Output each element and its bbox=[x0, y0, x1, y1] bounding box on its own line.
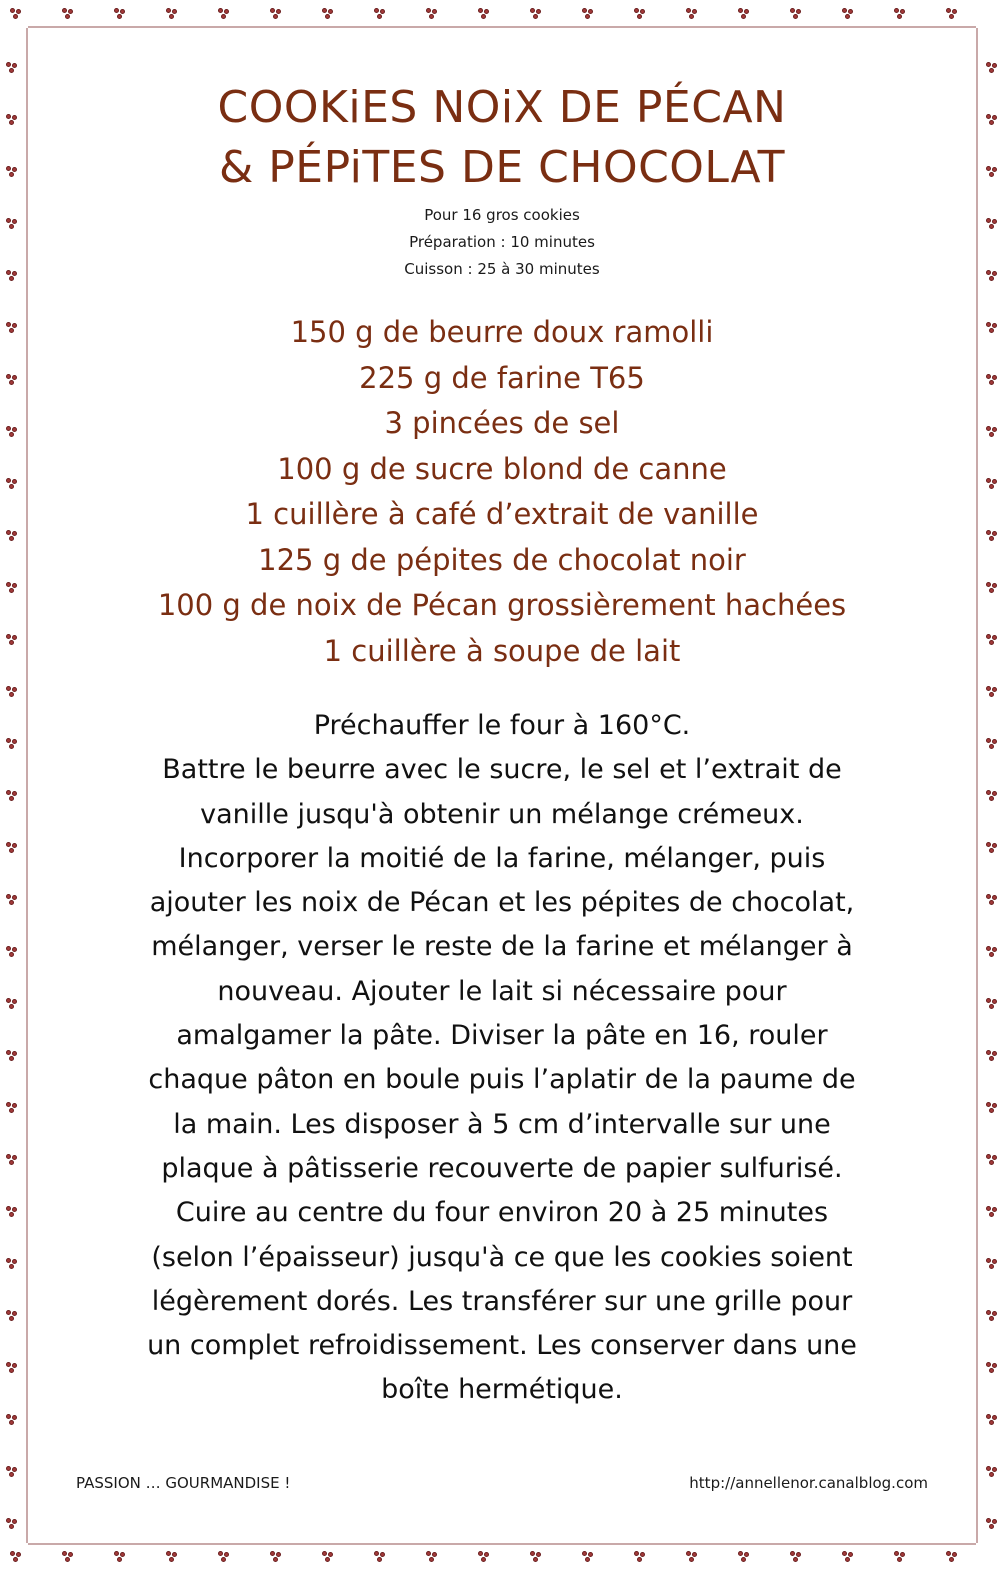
instruction-line: boîte hermétique. bbox=[381, 1374, 623, 1406]
flower-cluster-icon bbox=[986, 1206, 998, 1218]
instruction-line: Battre le beurre avec le sucre, le sel et l’extrait de bbox=[162, 754, 842, 786]
ingredient-item: 100 g de sucre blond de canne bbox=[277, 451, 727, 486]
flower-cluster-icon bbox=[986, 842, 998, 854]
flower-cluster-icon bbox=[986, 1050, 998, 1062]
flower-cluster-icon bbox=[426, 1551, 438, 1563]
flower-cluster-icon bbox=[986, 1154, 998, 1166]
flower-cluster-icon bbox=[986, 738, 998, 750]
instruction-line: nouveau. Ajouter le lait si nécessaire pour bbox=[217, 975, 787, 1007]
flower-cluster-icon bbox=[374, 1551, 386, 1563]
flower-cluster-icon bbox=[6, 374, 18, 386]
flower-cluster-icon bbox=[10, 8, 22, 20]
flower-cluster-icon bbox=[6, 946, 18, 958]
instruction-line: ajouter les noix de Pécan et les pépites de chocolat, bbox=[149, 887, 855, 919]
flower-cluster-icon bbox=[530, 1551, 542, 1563]
instruction-line: Cuire au centre du four environ 20 à 25 minutes bbox=[175, 1197, 829, 1229]
recipe-title bbox=[80, 78, 924, 198]
flower-cluster-icon bbox=[738, 1551, 750, 1563]
instruction-line: amalgamer la pâte. Diviser la pâte en 16, rouler bbox=[176, 1020, 828, 1052]
flower-cluster-icon bbox=[986, 270, 998, 282]
flower-cluster-icon bbox=[894, 8, 906, 20]
instruction-line: vanille jusqu'à obtenir un mélange crémeux. bbox=[200, 798, 804, 830]
flower-cluster-icon bbox=[10, 1551, 22, 1563]
instruction-line: Préchauffer le four à 160°C. bbox=[313, 710, 691, 741]
flower-cluster-icon bbox=[842, 8, 854, 20]
instruction-line: la main. Les disposer à 5 cm d’intervalle sur une bbox=[173, 1108, 831, 1140]
flower-cluster-icon bbox=[478, 1551, 490, 1563]
flower-cluster-icon bbox=[986, 1518, 998, 1530]
flower-cluster-icon bbox=[634, 1551, 646, 1563]
ingredient-item: 150 g de beurre doux ramolli bbox=[290, 315, 714, 349]
flower-cluster-icon bbox=[6, 790, 18, 802]
ingredient-item: 1 cuillère à soupe de lait bbox=[323, 633, 681, 668]
flower-cluster-icon bbox=[6, 270, 18, 282]
title-line: COOKiES NOiX DE PÉCAN bbox=[217, 82, 787, 133]
flower-cluster-icon bbox=[6, 998, 18, 1010]
flower-cluster-icon bbox=[6, 1050, 18, 1062]
flower-cluster-icon bbox=[6, 62, 18, 74]
flower-cluster-icon bbox=[894, 1551, 906, 1563]
flower-cluster-icon bbox=[6, 842, 18, 854]
flower-cluster-icon bbox=[986, 1310, 998, 1322]
flower-cluster-icon bbox=[114, 8, 126, 20]
flower-cluster-icon bbox=[986, 530, 998, 542]
flower-cluster-icon bbox=[6, 1466, 18, 1478]
flower-cluster-icon bbox=[986, 426, 998, 438]
instruction-line: un complet refroidissement. Les conserver dans une bbox=[147, 1330, 857, 1362]
flower-cluster-icon bbox=[986, 166, 998, 178]
flower-cluster-icon bbox=[686, 1551, 698, 1563]
flower-cluster-icon bbox=[6, 166, 18, 178]
flower-cluster-icon bbox=[322, 1551, 334, 1563]
instruction-line: (selon l’épaisseur) jusqu'à ce que les cookies soient bbox=[151, 1241, 853, 1273]
flower-cluster-icon bbox=[270, 8, 282, 20]
flower-cluster-icon bbox=[986, 114, 998, 126]
flower-cluster-icon bbox=[6, 1258, 18, 1270]
servings-text: Pour 16 gros cookies bbox=[424, 206, 580, 224]
flower-cluster-icon bbox=[6, 686, 18, 698]
frame-bottom-line bbox=[28, 1543, 976, 1545]
flower-cluster-icon bbox=[582, 8, 594, 20]
flower-cluster-icon bbox=[842, 1551, 854, 1563]
flower-cluster-icon bbox=[6, 530, 18, 542]
flower-cluster-icon bbox=[6, 738, 18, 750]
flower-cluster-icon bbox=[6, 634, 18, 646]
flower-cluster-icon bbox=[946, 1551, 958, 1563]
flower-cluster-icon bbox=[478, 8, 490, 20]
flower-cluster-icon bbox=[6, 1518, 18, 1530]
preparation-time: Préparation : 10 minutes bbox=[409, 233, 595, 251]
instruction-line: plaque à pâtisserie recouverte de papier sulfurisé. bbox=[161, 1152, 843, 1184]
ingredient-item: 1 cuillère à café d’extrait de vanille bbox=[245, 497, 759, 531]
flower-cluster-icon bbox=[62, 8, 74, 20]
title-line: & PÉPiTES DE CHOCOLAT bbox=[218, 142, 786, 193]
flower-cluster-icon bbox=[946, 8, 958, 20]
flower-cluster-icon bbox=[986, 1258, 998, 1270]
flower-cluster-icon bbox=[986, 322, 998, 334]
flower-cluster-icon bbox=[6, 1206, 18, 1218]
flower-cluster-icon bbox=[426, 8, 438, 20]
flower-cluster-icon bbox=[6, 322, 18, 334]
flower-cluster-icon bbox=[986, 218, 998, 230]
flower-cluster-icon bbox=[6, 478, 18, 490]
flower-cluster-icon bbox=[986, 582, 998, 594]
ingredient-item: 3 pincées de sel bbox=[384, 406, 620, 440]
flower-cluster-icon bbox=[986, 374, 998, 386]
flower-cluster-icon bbox=[986, 1414, 998, 1426]
flower-cluster-icon bbox=[986, 946, 998, 958]
instruction-line: Incorporer la moitié de la farine, mélanger, puis bbox=[178, 842, 826, 874]
flower-cluster-icon bbox=[986, 894, 998, 906]
instruction-line: légèrement dorés. Les transférer sur une grille pour bbox=[151, 1285, 853, 1317]
flower-cluster-icon bbox=[6, 1310, 18, 1322]
flower-cluster-icon bbox=[986, 686, 998, 698]
ingredient-item: 225 g de farine T65 bbox=[359, 360, 645, 395]
flower-cluster-icon bbox=[166, 8, 178, 20]
footer-blog-url: http://annellenor.canalblog.com bbox=[689, 1474, 928, 1492]
flower-cluster-icon bbox=[6, 1414, 18, 1426]
flower-cluster-icon bbox=[790, 8, 802, 20]
flower-cluster-icon bbox=[218, 1551, 230, 1563]
flower-cluster-icon bbox=[62, 1551, 74, 1563]
flower-cluster-icon bbox=[6, 1102, 18, 1114]
flower-cluster-icon bbox=[166, 1551, 178, 1563]
flower-cluster-icon bbox=[986, 790, 998, 802]
flower-cluster-icon bbox=[6, 426, 18, 438]
flower-cluster-icon bbox=[986, 634, 998, 646]
flower-cluster-icon bbox=[6, 1362, 18, 1374]
flower-cluster-icon bbox=[986, 998, 998, 1010]
flower-cluster-icon bbox=[6, 218, 18, 230]
cooking-time: Cuisson : 25 à 30 minutes bbox=[404, 260, 600, 278]
frame-top-line bbox=[28, 26, 976, 28]
flower-cluster-icon bbox=[790, 1551, 802, 1563]
flower-cluster-icon bbox=[270, 1551, 282, 1563]
flower-cluster-icon bbox=[218, 8, 230, 20]
flower-cluster-icon bbox=[6, 114, 18, 126]
flower-cluster-icon bbox=[986, 1362, 998, 1374]
flower-cluster-icon bbox=[986, 1102, 998, 1114]
flower-cluster-icon bbox=[6, 1154, 18, 1166]
flower-cluster-icon bbox=[530, 8, 542, 20]
ingredient-item: 100 g de noix de Pécan grossièrement hachées bbox=[157, 588, 847, 622]
flower-cluster-icon bbox=[6, 582, 18, 594]
footer-slogan: PASSION … GOURMANDISE ! bbox=[76, 1474, 291, 1492]
flower-cluster-icon bbox=[6, 894, 18, 906]
recipe-meta bbox=[100, 202, 904, 283]
ingredient-list bbox=[60, 310, 944, 674]
flower-cluster-icon bbox=[738, 8, 750, 20]
flower-cluster-icon bbox=[374, 8, 386, 20]
instruction-line: chaque pâton en boule puis l’aplatir de la paume de bbox=[148, 1064, 856, 1096]
instructions-text bbox=[60, 704, 944, 1413]
flower-cluster-icon bbox=[322, 8, 334, 20]
flower-cluster-icon bbox=[582, 1551, 594, 1563]
flower-cluster-icon bbox=[986, 478, 998, 490]
flower-cluster-icon bbox=[114, 1551, 126, 1563]
instruction-line: mélanger, verser le reste de la farine et mélanger à bbox=[151, 931, 853, 963]
frame-left-line bbox=[26, 28, 28, 1543]
frame-right-line bbox=[976, 28, 978, 1543]
flower-cluster-icon bbox=[986, 62, 998, 74]
ingredient-item: 125 g de pépites de chocolat noir bbox=[258, 542, 746, 577]
flower-cluster-icon bbox=[686, 8, 698, 20]
flower-cluster-icon bbox=[634, 8, 646, 20]
flower-cluster-icon bbox=[986, 1466, 998, 1478]
